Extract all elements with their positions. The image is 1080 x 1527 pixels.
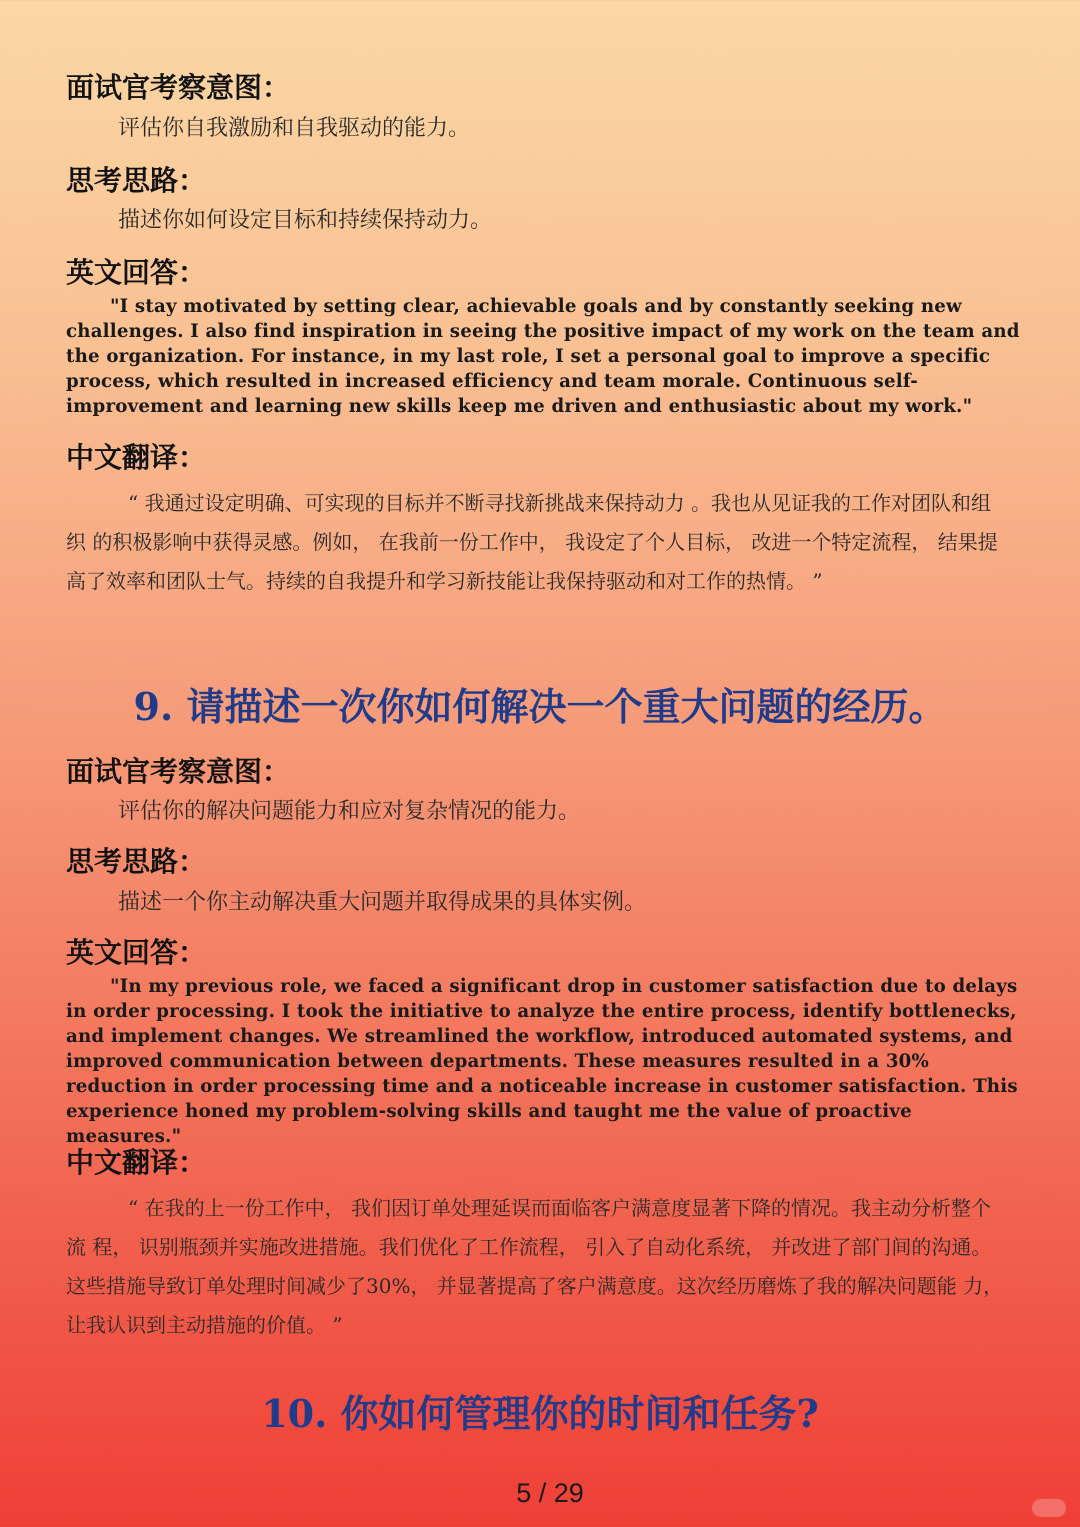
q8-intent-text: 评估你自我激励和自我驱动的能力。 (118, 116, 471, 141)
q9-chinese-label: 中文翻译： (66, 1146, 207, 1179)
q8-chinese-translation: “ 我通过设定明确、可实现的目标并不断寻找新挑战来保持动力 。我也从见证我的工作对团队和组织 的积极影响中获得灵感。例如， 在我前一份工作中， 我设定了个人目标， 改进一个特定流程， 结果提 高了效率和团队士气。持续的自我提升和学习新技能让我保持驱动和对工作的热情。 ” (66, 491, 998, 593)
q10-heading: 10. 你如何管理你的时间和任务? (261, 1391, 819, 1436)
q9-english-label: 英文回答： (66, 936, 207, 969)
q9-intent-label: 面试官考察意图： (66, 755, 291, 788)
q9-approach-text: 描述一个你主动解决重大问题并取得成果的具体实例。 (118, 890, 647, 915)
q9-english-answer: "In my previous role, we faced a significant drop in customer satisfaction due to delays in order processing. I took the initiative to analyze the entire process, identify bottlenecks, and implement changes. We streamlined the workflow, introduced automated systems, and improved communication between departments. These measures resulted in a 30% reduction in order processing time and a noticeable increase in customer satisfaction. This experience honed my problem-solving skills and taught me the value of proactive measures." (66, 976, 1018, 1147)
q8-approach-label: 思考思路： (66, 164, 207, 197)
q8-chinese-label: 中文翻译： (66, 441, 207, 474)
q9-intent-text: 评估你的解决问题能力和应对复杂情况的能力。 (118, 799, 581, 824)
page-number: 5 / 29 (516, 1478, 584, 1508)
q9-heading: 9. 请描述一次你如何解决一个重大问题的经历。 (133, 684, 947, 729)
q9-chinese-translation: “ 在我的上一份工作中， 我们因订单处理延误而面临客户满意度显著下降的情况。我主动分析整个流 程， 识别瓶颈并实施改进措施。我们优化了工作流程， 引入了自动化系统， 并改进了部门间的沟通。 这些措施导致订单处理时间减少了30%， 并显著提高了客户满意度。这次经历磨炼了我的解决问题能 力， 让我认识到主动措施的价值。 ” (66, 1196, 1004, 1337)
q8-approach-text: 描述你如何设定目标和持续保持动力。 (118, 208, 493, 233)
q9-approach-label: 思考思路： (66, 845, 207, 878)
q8-english-label: 英文回答： (66, 256, 207, 289)
watermark-logo (1032, 1499, 1066, 1517)
q8-intent-label: 面试官考察意图： (66, 71, 291, 104)
q8-english-answer: "I stay motivated by setting clear, achievable goals and by constantly seeking new challenges. I also find inspiration in seeing the positive impact of my work on the team and the organization. For instance, in my last role, I set a personal goal to improve a specific process, which resulted in increased efficiency and team morale. Continuous self-improvement and learning new skills keep me driven and enthusiastic about my work." (66, 296, 1020, 417)
